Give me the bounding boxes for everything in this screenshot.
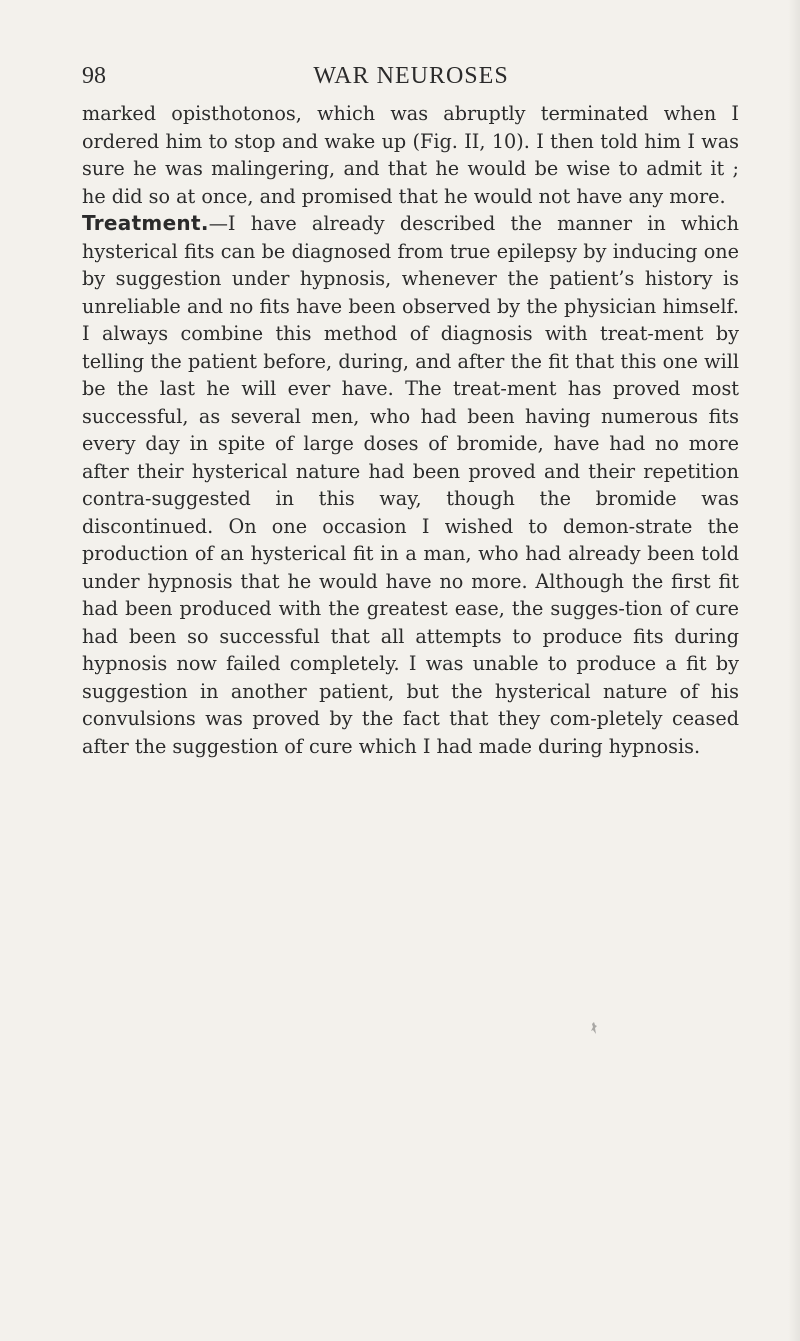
running-head: WAR NEUROSES [313, 63, 509, 89]
paragraph-continuation: marked opisthotonos, which was abruptly terminated when I ordered him to stop and wake up (Fig. II, 10). I then told him I was sure he was malingering, and that he would be wise to admit it ; he did so at once, and promised that he would not have any more. [82, 102, 739, 208]
paragraph-treatment [82, 210, 739, 760]
page-number: 98 [82, 63, 106, 89]
body-text [82, 100, 739, 760]
section-heading-treatment: Treatment. [82, 211, 209, 235]
paragraph-treatment-text: —I have already described the manner in which hysterical fits can be diagnosed from true epilepsy by inducing one by suggestion under hypnosis, whenever the patient’s history is unreliable and no fits have been observed by the physician himself. I always combine this method of diagnosis with treat-ment by telling the patient before, during, and after the fit that this one will be the last he will ever have. The treat-ment has proved most successful, as several men, who had been having numerous fits every day in spite of large doses of bromide, have had no more after their hysterical nature had been proved and their repetition contra-suggested in this way, though the bromide was discontinued. On one occasion I wished to demon-strate the production of an hysterical fit in a man, who had already been told under hypnosis that he would have no more. Although the first fit had been produced with the greatest ease, the sugges-tion of cure had been so successful that all attempts to produce fits during hypnosis now failed completely. I was unable to produce a fit by suggestion in another patient, but the hysterical nature of his convulsions was proved by the fact that they com-pletely ceased after the suggestion of cure which I had made during hypnosis. [82, 212, 739, 758]
page-header [82, 60, 740, 92]
ink-speck-mark [591, 1022, 597, 1034]
page-edge-shadow [788, 0, 800, 1341]
